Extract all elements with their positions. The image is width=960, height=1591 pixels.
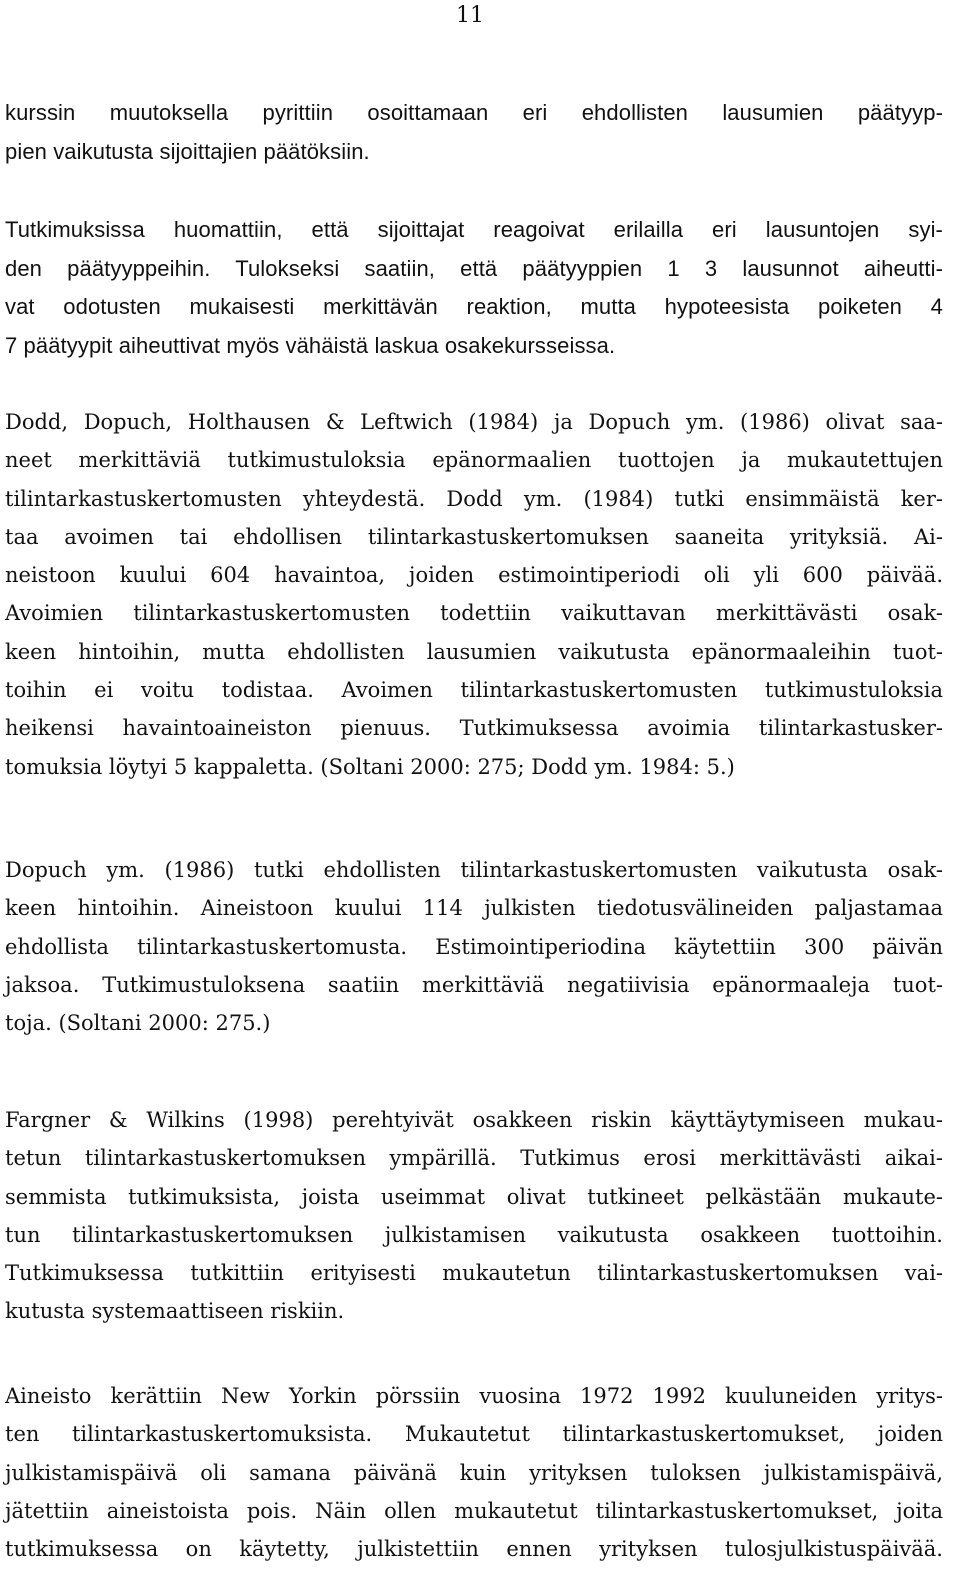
paragraph-5	[5, 1101, 943, 1331]
text-line: Tutkimuksessa tutkittiin erityisesti mukautetun tilintarkastuskertomuksen vai-	[5, 1261, 943, 1286]
text-line: Dodd, Dopuch, Holthausen & Leftwich (1984) ja Dopuch ym. (1986) olivat saa-	[5, 410, 943, 434]
text-line: pien vaikutusta sijoittajien päätöksiin.	[5, 138, 370, 164]
text-line: Aineisto kerättiin New Yorkin pörssiin vuosina 1972 1992 kuuluneiden yritys-	[5, 1384, 943, 1408]
text-line: tomuksia löytyi 5 kappaletta. (Soltani 2000: 275; Dodd ym. 1984: 5.)	[5, 754, 735, 779]
text-line: taa avoimen tai ehdollisen tilintarkastuskertomuksen saaneita yrityksiä. Ai-	[5, 524, 943, 549]
paragraph-4	[5, 851, 943, 1042]
text-line: tutkimuksessa on käytetty, julkistettiin ennen yrityksen tulosjulkistuspäivää.	[5, 1537, 943, 1562]
text-line: Dopuch ym. (1986) tutki ehdollisten tilintarkastuskertomusten vaikutusta osak-	[5, 858, 943, 882]
text-line: kutusta systemaattiseen riskiin.	[5, 1299, 345, 1324]
text-line: Tutkimuksissa huomattiin, että sijoittajat reagoivat erilailla eri lausuntojen syi-	[5, 217, 943, 242]
text-line: kurssin muutoksella pyrittiin osoittamaan eri ehdollisten lausumien päätyyp-	[5, 100, 943, 125]
paragraph-3	[5, 403, 943, 786]
text-line: neet merkittäviä tutkimustuloksia epänormaalien tuottojen ja mukautettujen	[5, 448, 943, 473]
paragraph-1	[5, 94, 943, 171]
text-line: keen hintoihin. Aineistoon kuului 114 julkisten tiedotusvälineiden paljastamaa	[5, 896, 943, 921]
text-line: tun tilintarkastuskertomuksen julkistamisen vaikutusta osakkeen tuottoihin.	[5, 1222, 943, 1247]
text-line: ten tilintarkastuskertomuksista. Mukautetut tilintarkastuskertomukset, joiden	[5, 1422, 943, 1447]
text-line: ehdollista tilintarkastuskertomusta. Estimointiperiodina käytettiin 300 päivän	[5, 934, 943, 959]
text-line: den päätyyppeihin. Tulokseksi saatiin, että päätyyppien 1 3 lausunnot aiheutti-	[5, 255, 943, 281]
text-line: vat odotusten mukaisesti merkittävän reaktion, mutta hypoteesista poiketen 4	[5, 294, 943, 319]
text-line: jätettiin aineistoista pois. Näin ollen mukautetut tilintarkastuskertomukset, joita	[5, 1498, 943, 1523]
text-line: tetun tilintarkastuskertomuksen ympärillä. Tutkimus erosi merkittävästi aikai-	[5, 1146, 943, 1171]
text-line: Fargner & Wilkins (1998) perehtyivät osakkeen riskin käyttäytymiseen mukau-	[5, 1108, 943, 1132]
paragraph-2	[5, 211, 943, 365]
text-line: toja. (Soltani 2000: 275.)	[5, 1011, 271, 1036]
paragraph-6	[5, 1377, 943, 1568]
page-number: 11	[456, 3, 484, 28]
text-line: keen hintoihin, mutta ehdollisten lausumien vaikutusta epänormaaleihin tuot-	[5, 639, 943, 664]
text-line: toihin ei voitu todistaa. Avoimen tilintarkastuskertomusten tutkimustuloksia	[5, 678, 943, 703]
text-line: 7 päätyypit aiheuttivat myös vähäistä laskua osakekursseissa.	[5, 332, 616, 358]
text-line: semmista tutkimuksista, joista useimmat olivat tutkineet pelkästään mukaute-	[5, 1184, 943, 1209]
text-line: Avoimien tilintarkastuskertomusten todettiin vaikuttavan merkittävästi osak-	[5, 601, 943, 626]
text-line: tilintarkastuskertomusten yhteydestä. Dodd ym. (1984) tutki ensimmäistä ker-	[5, 486, 943, 511]
text-line: heikensi havaintoaineiston pienuus. Tutkimuksessa avoimia tilintarkastusker-	[5, 716, 943, 741]
text-line: jaksoa. Tutkimustuloksena saatiin merkittäviä negatiivisia epänormaaleja tuot-	[5, 972, 943, 997]
text-line: julkistamispäivä oli samana päivänä kuin yrityksen tuloksen julkistamispäivä,	[5, 1460, 943, 1485]
text-line: neistoon kuului 604 havaintoa, joiden estimointiperiodi oli yli 600 päivää.	[5, 563, 943, 588]
